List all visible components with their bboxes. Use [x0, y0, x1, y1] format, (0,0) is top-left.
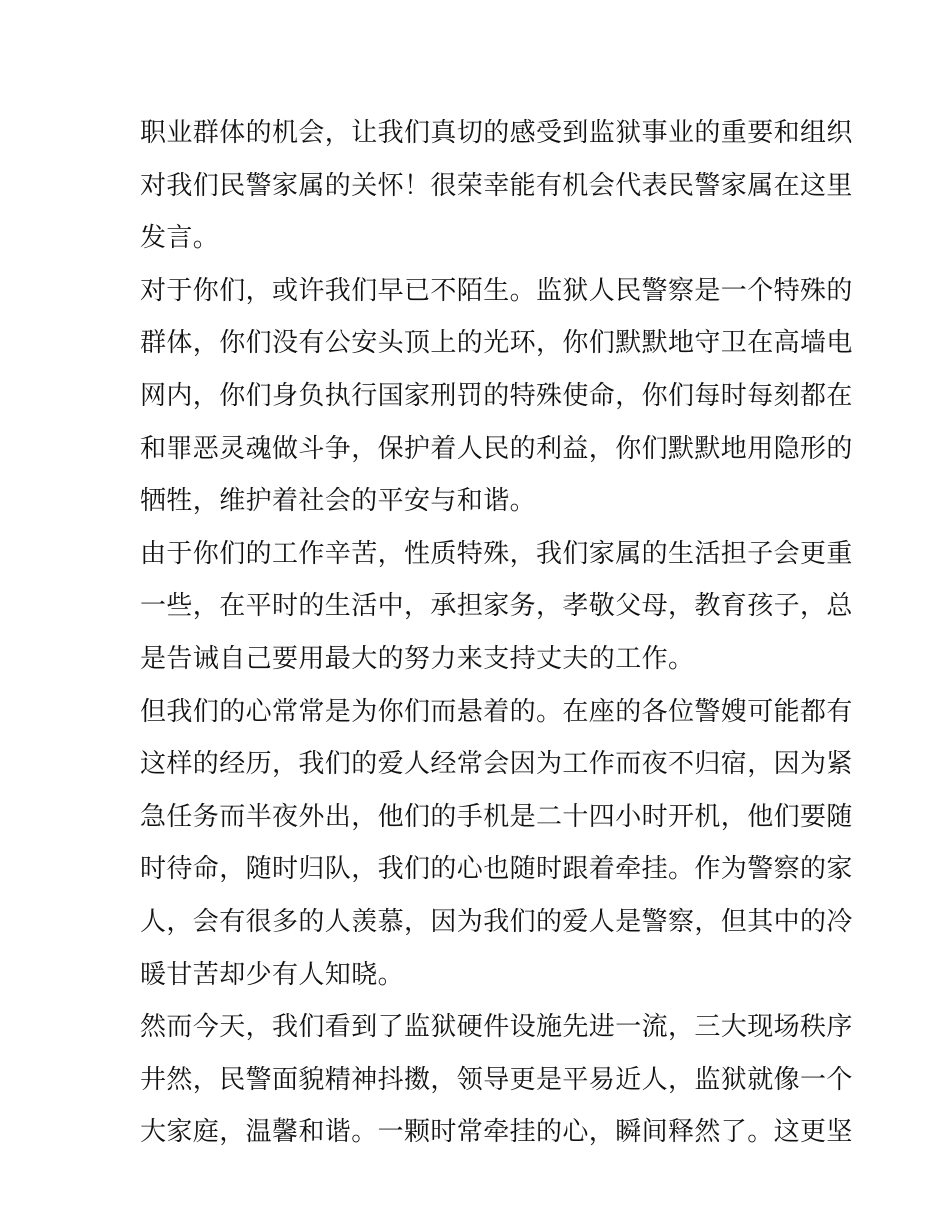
text-line: 由于你们的工作辛苦，性质特殊，我们家属的生活担子会更重: [140, 538, 853, 569]
text-line: 对我们民警家属的关怀！很荣幸能有机会代表民警家属在这里: [140, 170, 853, 201]
text-line: 网内，你们身负执行国家刑罚的特殊使命，你们每时每刻都在: [140, 380, 853, 411]
text-line: 井然，民警面貌精神抖擞，领导更是平易近人，监狱就像一个: [140, 1064, 853, 1095]
text-line: 职业群体的机会，让我们真切的感受到监狱事业的重要和组织: [140, 118, 853, 148]
document-body: [140, 107, 853, 1159]
text-line: 这样的经历，我们的爱人经常会因为工作而夜不归宿，因为紧: [140, 749, 853, 780]
text-line: 但我们的心常常是为你们而悬着的。在座的各位警嫂可能都有: [140, 696, 853, 727]
text-line: 急任务而半夜外出，他们的手机是二十四小时开机，他们要随: [140, 801, 853, 832]
text-line: 对于你们，或许我们早已不陌生。监狱人民警察是一个特殊的: [140, 275, 853, 306]
text-line: 牺牲，维护着社会的平安与和谐。: [140, 486, 537, 517]
text-line: 人，会有很多的人羡慕，因为我们的爱人是警察，但其中的冷: [140, 906, 853, 937]
text-line: 时待命，随时归队，我们的心也随时跟着牵挂。作为警察的家: [140, 854, 853, 885]
text-line: 发言。: [140, 223, 220, 254]
text-line: 大家庭，温馨和谐。一颗时常牵挂的心，瞬间释然了。这更坚: [140, 1117, 853, 1148]
text-line: 暖甘苦却少有人知晓。: [140, 959, 405, 990]
text-line: 一些，在平时的生活中，承担家务，孝敬父母，教育孩子，总: [140, 591, 853, 622]
text-line: 群体，你们没有公安头顶上的光环，你们默默地守卫在高墙电: [140, 328, 853, 359]
text-line: 是告诫自己要用最大的努力来支持丈夫的工作。: [140, 643, 695, 674]
text-line: 然而今天，我们看到了监狱硬件设施先进一流，三大现场秩序: [140, 1012, 853, 1043]
text-line: 和罪恶灵魂做斗争，保护着人民的利益，你们默默地用隐形的: [140, 433, 853, 464]
